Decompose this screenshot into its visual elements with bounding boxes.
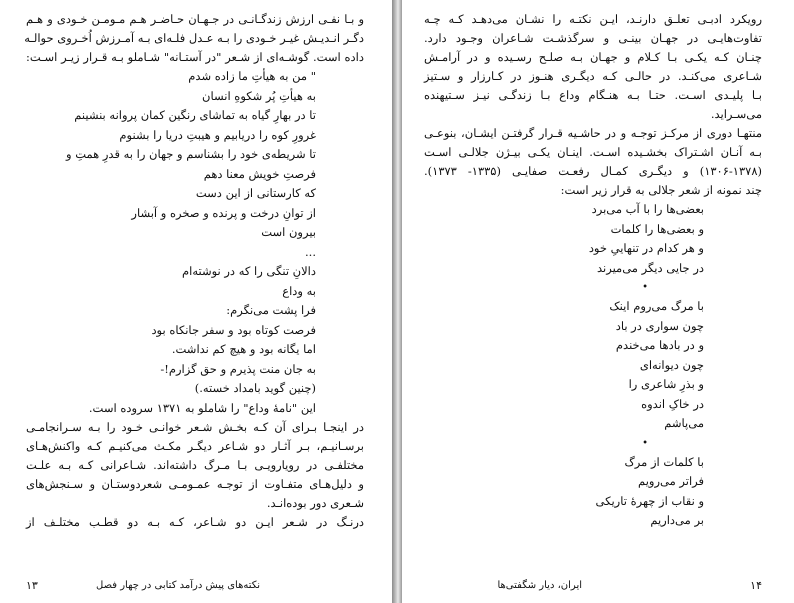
right-page	[402, 0, 794, 603]
verse-line: " من به هیأتِ ما زاده شدم	[188, 69, 316, 83]
prose-line: شـاعری می‌کنـد. در حالـی کـه دیگـری هنـوز در کـارزار و سـتیز	[424, 69, 762, 83]
prose-line: می‌سـراید.	[710, 107, 762, 121]
verse-line: تا شریطه‌ی خود را بشناسم و جهان را به قدرِ همتِ و	[65, 147, 316, 161]
verse-line: فرا پشت می‌نگرم:	[226, 303, 316, 317]
verse-separator-bullet: •	[642, 437, 648, 449]
running-head: نکته‌های پیش درآمد کتابی در چهار فصل	[96, 580, 261, 591]
prose-line: برسـانیـم، بـر آثـار دو شـاعر دیگـر مکـث می‌کنیـم کـه واکنش‌هـای	[26, 439, 364, 453]
page-footer	[424, 579, 762, 593]
prose-line: بـا پلیـدی اسـت. حتـا بـه هنـگام وداع بـا زندگـی نیـز سـتیهنده	[424, 88, 762, 102]
prose-line: در اینجـا بـرای آن کـه بخـش شـعر خوانـی خـود را بـه سـرانجامـی	[26, 420, 364, 434]
verse-line: دالانِ تنگی را که در نوشته‌ام	[182, 264, 316, 278]
prose-line: منتهـا دوری از مرکـز توجـه و در حاشـیه قـرار گرفتـن ایشـان، بنوعـی	[424, 126, 762, 140]
page-footer	[26, 579, 364, 593]
page-number: ۱۳	[26, 579, 38, 592]
verse-line: به هیأتِ پُر شکوهِ انسان	[202, 88, 316, 103]
prose-line: چنـان کـه یکـی بـا کـلام و جهـان بـه صلـح رسـیده و در آرامـش	[424, 50, 762, 64]
verse-line: با مرگ می‌روم اینک	[609, 299, 704, 313]
verse-line: فرصتِ خویش معنا دهم	[203, 166, 316, 181]
prose-line: شـعری دور بوده‌انـد.	[266, 496, 364, 510]
prose-line: بـه آنـان اشـتراک بخشـیده اسـت. اینـان یکـی بیـژن جلالـی اسـت	[424, 145, 762, 159]
verse-line: فراتر می‌رویم	[638, 474, 704, 488]
verse-line: فرصت کوتاه بود و سفر جانکاه بود	[151, 322, 316, 337]
running-head: ایران، دیار شگفتی‌ها	[497, 580, 582, 591]
verse-line: به جان منت پذیرم و حق گزارم!-	[160, 361, 316, 376]
prose-line: رویکرد ادبـی تعلـق دارنـد، ایـن نکتـه را نشـان می‌دهـد کـه چـه	[424, 12, 762, 26]
verse-line: و نقاب از چهرهٔ تاریکی	[595, 493, 704, 508]
verse-line: غرورِ کوه را دریابیم و هیبتِ دریا را بشنوم	[119, 127, 316, 142]
verse-ellipsis: ...	[305, 244, 316, 259]
verse-line: و در بادها می‌خندم	[615, 338, 704, 352]
verse-line: و بذرِ شاعری را	[628, 377, 704, 391]
verse-line: بعضی‌ها را با آب می‌برد	[591, 202, 704, 216]
verse-line: در جایی دیگر می‌میرند	[596, 260, 704, 275]
prose-line: و دلیل‌هـای متفـاوت از توجـه عمـومـی شعردوستـان و سـنجش‌های	[26, 477, 364, 491]
verse-line: به وداع	[282, 283, 316, 298]
verse-line: و هر کدام در تنهاییِ خود	[588, 241, 704, 255]
verse-line: می‌پاشم	[664, 416, 704, 430]
prose-short-line: این "نامهٔ وداع" را شاملو به ۱۳۷۱ سروده است.	[88, 400, 316, 415]
left-page	[0, 0, 392, 603]
verse-line: بر می‌داریم	[650, 513, 704, 527]
prose-line: درنـگ در شـعر ایـن دو شـاعر، کـه بـه دو قطـب مختلـف از	[26, 515, 364, 529]
verse-line: تا در بهارِ گیاه به تماشای رنگین کمان پروانه بنشینم	[74, 108, 316, 122]
prose-line: دگـر انـدیـش غیـر خـودی را بـه عـدل فلـه‌ای بـه آمـرزش اُخـروی حوالـه	[24, 31, 364, 45]
prose-line: و بـا نفـی ارزش زندگـانـی در جـهـان حـاضـر هـم مـومـن خـودی و هـم	[26, 12, 364, 26]
verse-line: با کلمات از مرگ	[624, 454, 704, 469]
verse-line: اما یگانه بود و هیچ کم نداشت.	[171, 342, 316, 356]
verse-line: از توانِ درخت و پرنده و صخره و آبشار	[131, 205, 316, 220]
prose-line: مختلفـی در رویارویـی بـا مـرگ داشته‌اند. شـاعرانی کـه بـه علـت	[26, 458, 364, 472]
verse-line: بیرون است	[261, 225, 316, 239]
verse-line: در خاکِ اندوه	[641, 396, 704, 411]
verse-line: و بعضی‌ها را کلمات	[610, 221, 704, 236]
verse-line: (چنین گوید بامداد خسته.)	[194, 381, 316, 395]
verse-line: که کارستانی از این دست	[195, 186, 316, 200]
page-number: ۱۴	[750, 579, 762, 592]
prose-line: داده است. گوشـه‌ای از شـعر "در آستـانه" شـاملو بـه قـرار زیـر اسـت:	[26, 50, 364, 64]
verse-line: چون دیوانه‌ای	[639, 357, 704, 372]
prose-line: چند نمونه از شعر جلالی به قرار زیر است:	[560, 183, 762, 197]
prose-line: تفاوت‌هایـی در جهـان بینـی و سرگذشـت شـاعران وجـود دارد.	[424, 31, 762, 45]
verse-separator-bullet: •	[642, 282, 648, 293]
verse-line: چون سواری در باد	[615, 318, 704, 333]
prose-line: (۱۳۰۶-۱۳۷۸) و دیگـری کمـال رفعـت صفایـی (۱۳۳۵- ۱۳۷۳).	[424, 164, 763, 178]
book-gutter	[392, 0, 402, 603]
